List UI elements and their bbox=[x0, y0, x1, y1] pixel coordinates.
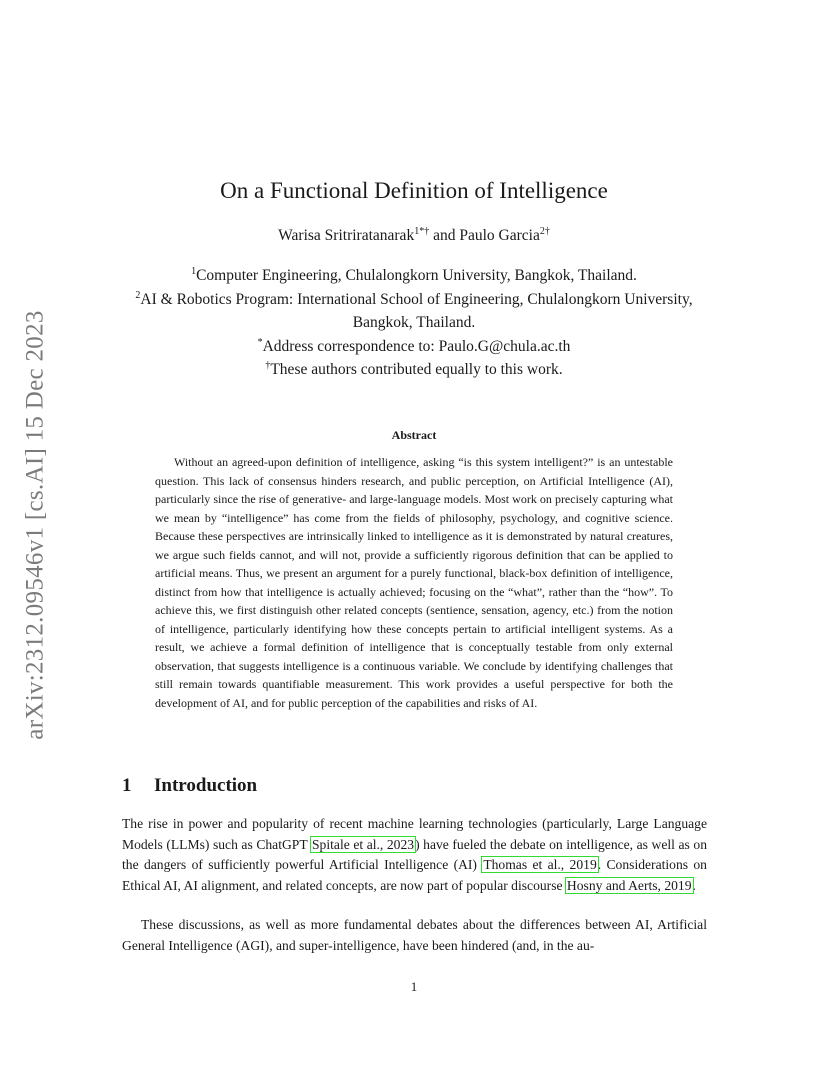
affiliation-text: AI & Robotics Program: International School of Engineering, Chulalongkorn University, Bangkok, Thailand. bbox=[140, 290, 693, 331]
affiliation-mark: 2 bbox=[135, 289, 141, 301]
abstract-heading: Abstract bbox=[391, 428, 437, 442]
affiliation-mark: 1 bbox=[191, 265, 197, 277]
paper-title: On a Functional Definition of Intelligence bbox=[220, 178, 608, 203]
author-line bbox=[0, 227, 828, 245]
correspondence-text[interactable]: Address correspondence to: Paulo.G@chula.ac.th bbox=[262, 337, 571, 355]
paragraph-text: The rise in power and popularity of recent machine learning technologies (particularly, Large Language Models (LLMs) such as ChatGPT bbox=[122, 816, 707, 852]
intro-paragraph-1 bbox=[122, 814, 707, 896]
equal-contribution-text: These authors contributed equally to this work. bbox=[270, 361, 563, 378]
author-connector: and bbox=[429, 227, 460, 244]
affiliations bbox=[130, 264, 698, 382]
paragraph-text: . Considerations on Ethical AI, AI alignment, and related concepts, are now part of popular discourse bbox=[122, 857, 707, 893]
section-heading bbox=[122, 775, 257, 797]
author-name: Paulo Garcia bbox=[459, 227, 540, 244]
paragraph-text: . bbox=[692, 877, 696, 893]
citation-link[interactable]: Spitale et al., 2023 bbox=[312, 836, 415, 852]
citation-link[interactable]: Thomas et al., 2019 bbox=[483, 857, 597, 873]
arxiv-identifier: arXiv:2312.09546v1 [cs.AI] 15 Dec 2023 bbox=[22, 310, 49, 740]
citation-link[interactable]: Hosny and Aerts, 2019 bbox=[566, 877, 692, 893]
correspondence-note bbox=[130, 335, 698, 359]
equal-contribution-mark: † bbox=[265, 359, 271, 371]
author-affiliation-mark: 2† bbox=[539, 225, 550, 237]
arxiv-sidebar-stamp bbox=[12, 292, 60, 758]
page-number: 1 bbox=[410, 979, 418, 994]
intro-paragraph-2: These discussions, as well as more fundamental debates about the differences between AI, Artificial General Intelligence (AGI), and super-intelligence, have been hindered (and, in the au- bbox=[122, 917, 707, 953]
author-name: Warisa Sritriratanarak bbox=[278, 227, 415, 244]
affiliation-text: Computer Engineering, Chulalongkorn University, Bangkok, Thailand. bbox=[196, 267, 637, 284]
affiliation-1 bbox=[130, 264, 698, 288]
section-number: 1 bbox=[122, 775, 132, 796]
abstract-text: Without an agreed-upon definition of intelligence, asking “is this system intelligent?” is an untestable question. This lack of consensus hinders research, and public perception, on Artificial Intelligence (AI), particularly since the rise of generative- and large-language models. Most work on precisely capturing what we mean by “intelligence” has come from the fields of philosophy, psychology, and cognitive science. Because these perspectives are intrinsically linked to intelligence as it is demonstrated by natural creatures, we argue such fields cannot, and will not, provide a sufficiently rigorous definition that can be applied to artificial means. Thus, we present an argument for a purely functional, black-box definition of intelligence, distinct from how that intelligence is actually achieved; focusing on the “what”, rather than the “how”. To achieve this, we first distinguish other related concepts (sentience, sensation, agency, etc.) from the notion of intelligence, particularly identifying how these concepts pertain to artificial intelligent systems. As a result, we achieve a formal definition of intelligence that is conceptually testable from only external observation, that suggests intelligence is a continuous variable. We conclude by identifying challenges that still remain towards quantifiable measurement. This work provides a useful perspective for both the development of AI, and for public perception of the capabilities and risks of AI. bbox=[155, 455, 673, 710]
affiliation-2 bbox=[130, 288, 698, 335]
paragraph-text: ) have fueled the debate on intelligence, as well as on the dangers of sufficiently powerful Artificial Intelligence (AI) bbox=[122, 836, 707, 873]
correspondence-mark: * bbox=[257, 336, 263, 348]
equal-contribution-note bbox=[130, 358, 698, 382]
section-title: Introduction bbox=[154, 775, 258, 796]
author-affiliation-mark: 1*† bbox=[414, 225, 430, 237]
